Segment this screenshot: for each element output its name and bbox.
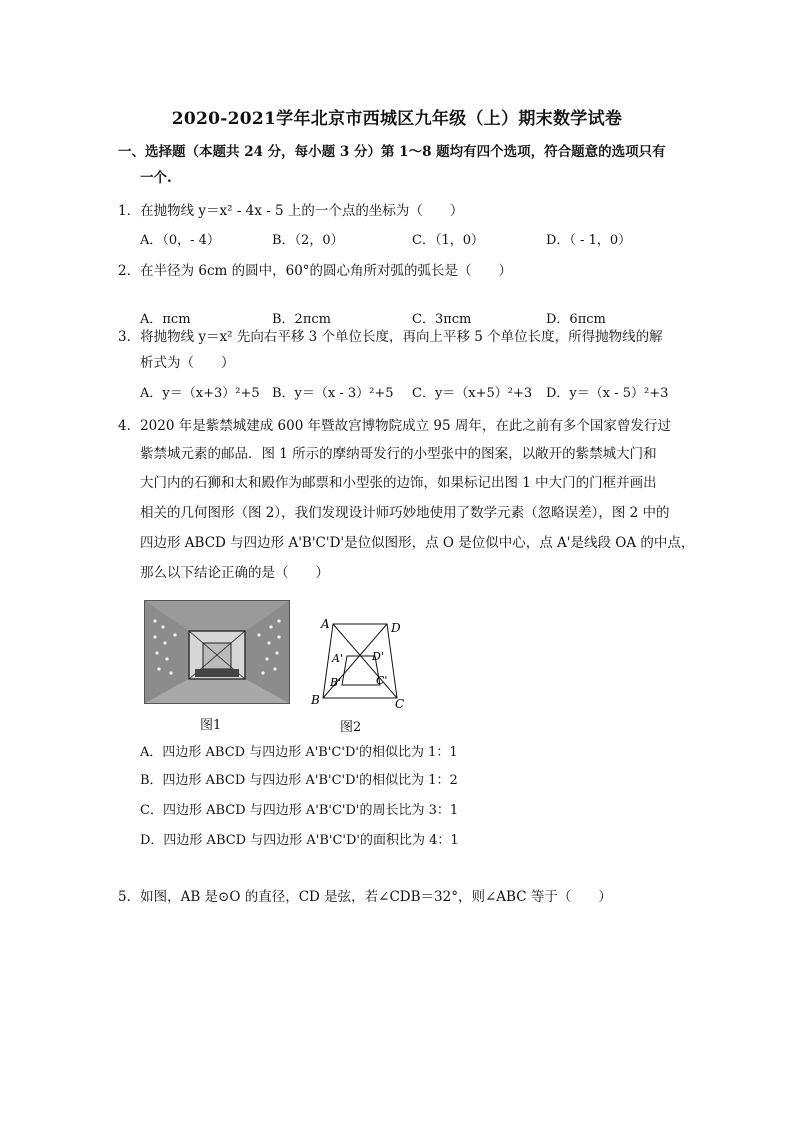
question-3-option-c: C．y＝（x+5）²+3 [412, 386, 533, 401]
section-heading-line2: 一个. [140, 170, 172, 186]
label-d-prime: D' [372, 650, 384, 663]
label-b: B [311, 693, 320, 707]
question-3-stem-line2: 析式为（ ） [140, 355, 235, 371]
figure-1-photo [144, 600, 290, 704]
question-2-option-b: B．2πcm [272, 312, 331, 327]
page-title: 2020-2021学年北京市西城区九年级（上）期末数学试卷 [171, 109, 623, 129]
question-4-line3: 大门内的石狮和太和殿作为邮票和小型张的边饰，如果标记出图 1 中大门的门框并画出 [140, 475, 657, 491]
question-3-option-b: B．y＝（x - 3）²+5 [272, 386, 394, 401]
question-4-line6: 那么以下结论正确的是（ ） [140, 565, 329, 581]
question-4-option-a: A．四边形 ABCD 与四边形 A'B'C'D'的相似比为 1：1 [140, 745, 458, 760]
question-4-option-d: D．四边形 ABCD 与四边形 A'B'C'D'的面积比为 4：1 [140, 833, 459, 848]
question-2-stem: 2．在半径为 6cm 的圆中，60°的圆心角所对弧的弧长是（ ） [118, 263, 513, 279]
question-4-line2: 紫禁城元素的邮品．图 1 所示的摩纳哥发行的小型张中的图案，以敞开的紫禁城大门和 [140, 446, 657, 462]
question-2-option-c: C．3πcm [412, 312, 472, 327]
question-3-option-a: A．y＝（x+3）²+5 [140, 386, 260, 401]
label-a-prime: A' [332, 652, 343, 665]
label-b-prime: B' [330, 676, 342, 689]
question-1-option-a: A．（0，- 4） [140, 233, 220, 248]
question-2-option-a: A．πcm [140, 312, 191, 327]
question-4-line1: 4．2020 年是紫禁城建成 600 年暨故宫博物院成立 95 周年，在此之前有多个国家曾发行过 [118, 418, 671, 434]
question-4-option-b: B．四边形 ABCD 与四边形 A'B'C'D'的相似比为 1：2 [140, 773, 458, 788]
label-a: A [321, 617, 330, 631]
question-1-option-d: D．（ - 1，0） [546, 233, 632, 248]
question-3-stem-line1: 3．将抛物线 y＝x² 先向右平移 3 个单位长度，再向上平移 5 个单位长度，所得抛物线的解 [118, 329, 663, 345]
question-4-line4: 相关的几何图形（图 2），我们发现设计师巧妙地使用了数学元素（忽略误差），图 2 中的 [140, 505, 670, 521]
label-c: C [395, 697, 405, 711]
figure-1-caption: 图1 [200, 718, 222, 733]
question-4-option-c: C．四边形 ABCD 与四边形 A'B'C'D'的周长比为 3：1 [140, 803, 459, 818]
label-c-prime: C' [376, 674, 388, 687]
question-1-stem: 1．在抛物线 y＝x² - 4x - 5 上的一个点的坐标为（ ） [118, 203, 464, 219]
question-1-option-c: C．（1，0） [412, 233, 484, 248]
figure-2-caption: 图2 [340, 720, 362, 735]
question-3-option-d: D．y＝（x - 5）²+3 [546, 386, 669, 401]
question-2-option-d: D．6πcm [546, 312, 606, 327]
question-4-line5: 四边形 ABCD 与四边形 A'B'C'D'是位似图形，点 O 是位似中心，点 A'是线段 OA 的中点， [140, 535, 695, 551]
section-heading-line1: 一、选择题（本题共 24 分，每小题 3 分）第 1～8 题均有四个选项，符合题意的选项只有 [118, 144, 666, 160]
question-1-option-b: B．（2，0） [272, 233, 344, 248]
label-d: D [391, 621, 401, 635]
question-5-stem: 5．如图，AB 是⊙O 的直径，CD 是弦，若∠CDB＝32°，则∠ABC 等于（ ） [118, 889, 612, 905]
figure-2-diagram [305, 612, 415, 712]
